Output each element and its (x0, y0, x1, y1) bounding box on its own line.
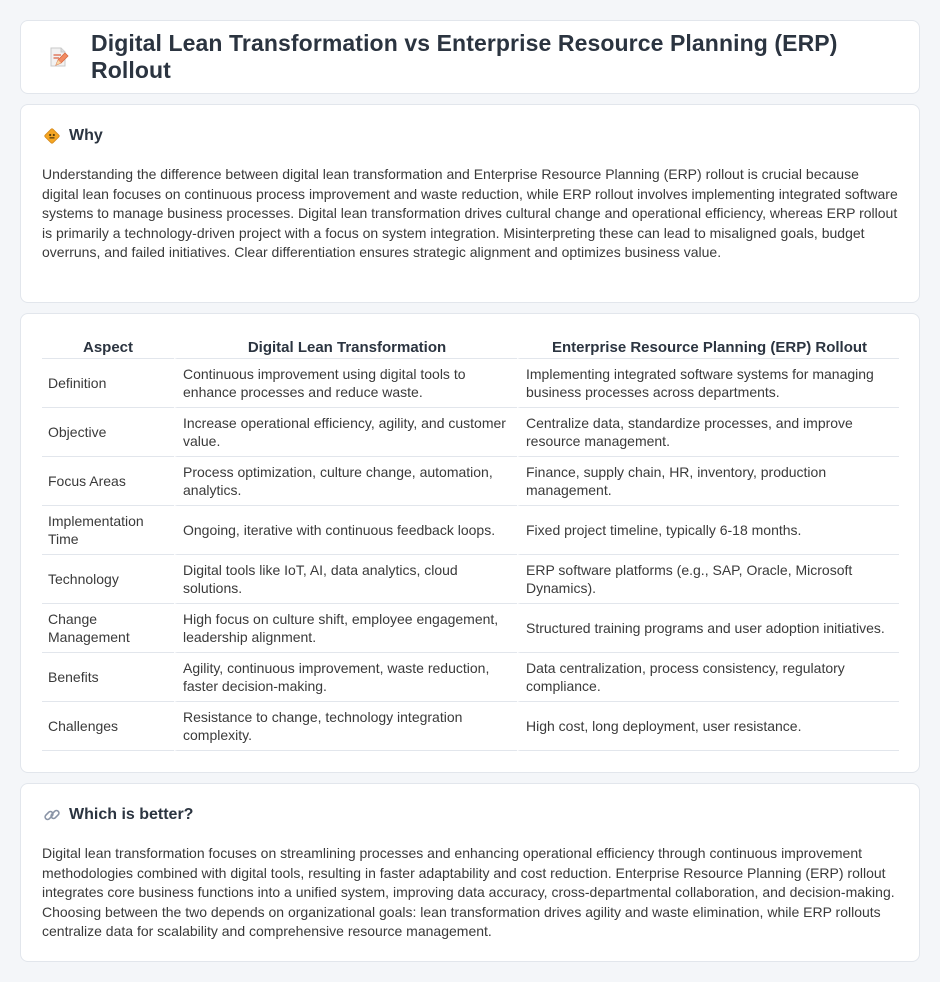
aspect-cell: Change Management (42, 604, 174, 653)
page-title: Digital Lean Transformation vs Enterprise Resource Planning (ERP) Rollout (91, 30, 838, 83)
lean-cell: High focus on culture shift, employee engagement, leadership alignment. (174, 604, 517, 653)
comparison-card (20, 313, 920, 773)
document-pencil-icon (47, 46, 69, 68)
header-erp: Enterprise Resource Planning (ERP) Rollout (517, 336, 899, 359)
aspect-cell: Focus Areas (42, 457, 174, 506)
aspect-cell: Technology (42, 555, 174, 604)
erp-cell: Data centralization, process consistency, regulatory compliance. (517, 653, 899, 702)
table-row (42, 653, 899, 702)
table-row (42, 604, 899, 653)
comparison-table (42, 336, 899, 751)
which-better-heading: Which is better? (69, 806, 194, 823)
which-better-section (20, 783, 920, 962)
table-row (42, 359, 899, 408)
aspect-cell: Implementation Time (42, 506, 174, 555)
header-digital-lean: Digital Lean Transformation (174, 336, 517, 359)
title-card (20, 20, 920, 94)
erp-cell: Centralize data, standardize processes, and improve resource management. (517, 408, 899, 457)
why-heading: Why (69, 127, 103, 144)
erp-cell: Fixed project timeline, typically 6-18 months. (517, 506, 899, 555)
diamond-sign-icon (43, 127, 61, 145)
why-body: Understanding the difference between digital lean transformation and Enterprise Resource Planning (ERP) rollout is crucial because digital lean focuses on continuous process improvement and waste reduction, while ERP rollout involves implementing integrated software systems to manage business processes. Digital lean transformation drives cultural change and operational efficiency, whereas ERP rollout is primarily a technology-driven project with a focus on system integration. Misinterpreting these can lead to misaligned goals, budget overruns, and failed initiatives. Clear differentiation ensures strategic alignment and optimizes business value. (42, 166, 898, 260)
aspect-cell: Objective (42, 408, 174, 457)
lean-cell: Resistance to change, technology integration complexity. (174, 702, 517, 751)
lean-cell: Agility, continuous improvement, waste reduction, faster decision-making. (174, 653, 517, 702)
table-row (42, 457, 899, 506)
table-row (42, 555, 899, 604)
lean-cell: Digital tools like IoT, AI, data analytics, cloud solutions. (174, 555, 517, 604)
why-section (20, 104, 920, 303)
header-aspect: Aspect (42, 336, 174, 359)
table-row (42, 506, 899, 555)
erp-cell: Structured training programs and user adoption initiatives. (517, 604, 899, 653)
table-row (42, 408, 899, 457)
lean-cell: Increase operational efficiency, agility, and customer value. (174, 408, 517, 457)
aspect-cell: Benefits (42, 653, 174, 702)
link-icon (43, 806, 61, 824)
erp-cell: High cost, long deployment, user resistance. (517, 702, 899, 751)
table-row (42, 702, 899, 751)
which-better-body: Digital lean transformation focuses on streamlining processes and enhancing operational efficiency through continuous improvement methodologies combined with digital tools, resulting in faster adaptability and cost reduction. Enterprise Resource Planning (ERP) rollout integrates core business functions into a unified system, improving data accuracy, cross-departmental collaboration, and decision-making. Choosing between the two depends on organizational goals: lean transformation drives agility and waste elimination, while ERP rollouts centralize data for scalability and comprehensive resource management. (42, 845, 895, 939)
lean-cell: Ongoing, iterative with continuous feedback loops. (174, 506, 517, 555)
erp-cell: Finance, supply chain, HR, inventory, production management. (517, 457, 899, 506)
aspect-cell: Challenges (42, 702, 174, 751)
aspect-cell: Definition (42, 359, 174, 408)
table-header-row (42, 336, 899, 359)
lean-cell: Continuous improvement using digital tools to enhance processes and reduce waste. (174, 359, 517, 408)
lean-cell: Process optimization, culture change, automation, analytics. (174, 457, 517, 506)
erp-cell: Implementing integrated software systems for managing business processes across departments. (517, 359, 899, 408)
erp-cell: ERP software platforms (e.g., SAP, Oracle, Microsoft Dynamics). (517, 555, 899, 604)
